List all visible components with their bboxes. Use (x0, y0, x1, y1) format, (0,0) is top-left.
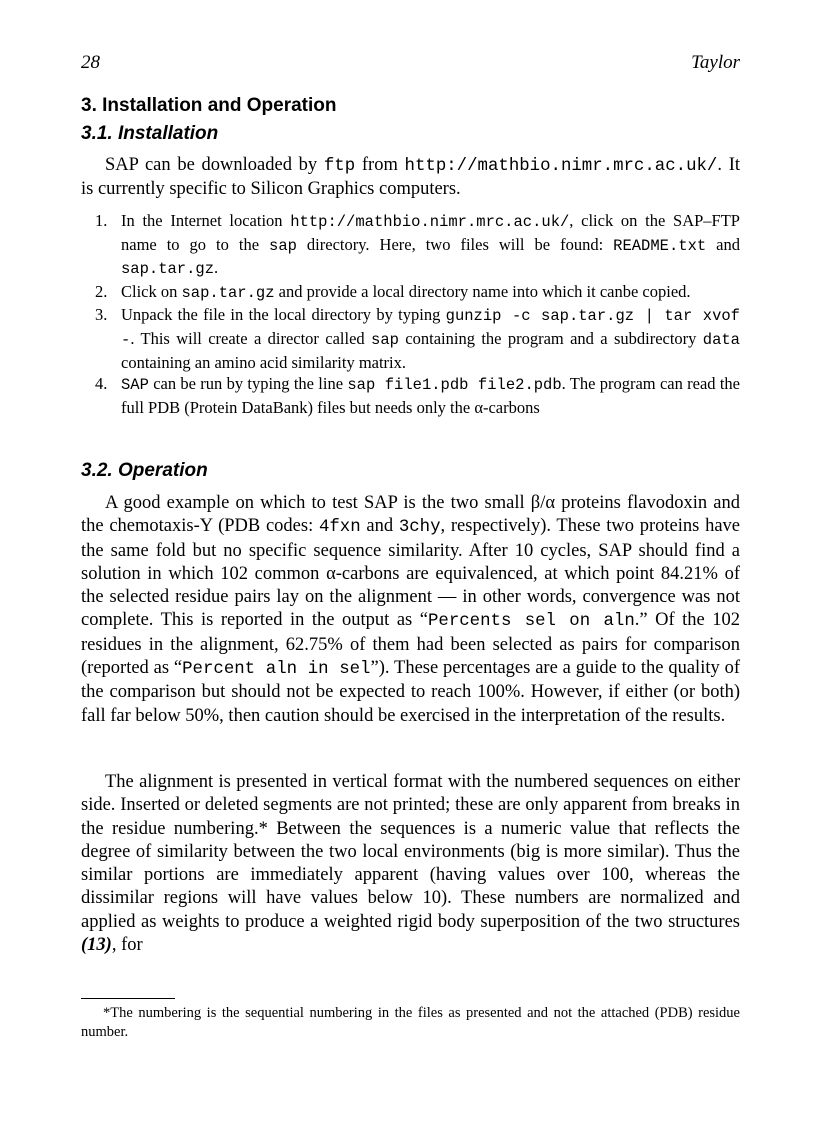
text-run: . (214, 258, 219, 278)
text-run: . The program can read the full PDB (Protein DataBank) files but needs only the α-carbons (121, 374, 740, 417)
step-text (121, 305, 740, 371)
text-run: In the Internet location (121, 211, 291, 230)
text-run: .” Of the 102 residues in the alignment, 62.75% of them had been selected as pairs for comparison (reported as “ (81, 610, 740, 679)
step-item (81, 373, 740, 418)
text-run: Click on (121, 281, 182, 301)
text-run: containing an amino acid similarity matrix. (121, 352, 407, 372)
operation-paragraph-2-text (81, 772, 740, 955)
step-text (121, 374, 740, 417)
code-text: SAP (121, 376, 149, 395)
code-text: http://mathbio.nimr.mrc.ac.uk/ (290, 213, 570, 231)
code-text: sap.tar.gz (121, 260, 215, 279)
citation-ref: (13) (81, 935, 112, 956)
text-run: . This will create a director called (130, 328, 372, 348)
code-text: data (702, 330, 740, 349)
step-item (81, 304, 740, 373)
text-run: directory. Here, two files will be found: (296, 234, 614, 254)
subsection-heading-installation: 3.1. Installation (81, 123, 219, 144)
operation-paragraph-2 (81, 771, 740, 957)
step-number: 4. (95, 374, 108, 394)
text-run: SAP can be downloaded by (105, 155, 324, 175)
text-run: Unpack the file in the local directory by typing (121, 305, 446, 325)
running-header (81, 52, 740, 76)
text-run: and provide a local directory name into which it canbe copied. (274, 281, 691, 301)
operation-paragraph-1-text (81, 493, 740, 726)
code-text: ftp (323, 157, 356, 176)
step-number: 2. (95, 281, 108, 301)
footnote-rule (81, 998, 175, 999)
text-run: , for (111, 935, 143, 956)
page-number: 28 (81, 52, 100, 73)
text-run: , respectively). These two proteins have the same fold but no specific sequence similarity. After 10 cycles, SAP should find a solution in which 102 common α-carbons are equivalenced, at which point 84.21% of the selected residue pairs lay on the alignment — in other words, convergence was not complete. This is reported in the output as “ (81, 516, 740, 631)
text-run: , click on the SAP–FTP name to go to the (121, 211, 740, 254)
step-item (81, 281, 740, 305)
step-item (81, 210, 740, 281)
code-text: sap file1.pdb file2.pdb (347, 376, 562, 395)
code-text: sap (371, 330, 399, 349)
code-text: 3chy (398, 518, 441, 538)
code-text: gunzip -c sap.tar.gz | tar xvof - (121, 307, 740, 349)
code-text: 4fxn (318, 518, 361, 538)
code-text: sap.tar.gz (181, 283, 275, 302)
section-heading: 3. Installation and Operation (81, 95, 337, 116)
code-text: sap (269, 236, 297, 255)
text-run: and (360, 516, 399, 537)
installation-paragraph (81, 154, 740, 202)
installation-paragraph-text (81, 155, 740, 199)
text-run: The alignment is presented in vertical format with the numbered sequences on either side. Inserted or deleted segments are not printed; these are only apparent from breaks in the residue numbering.* Between the sequences is a numeric value that reflects the degree of similarity between the two local environments (big is more similar). Thus the similar portions are immediately apparent (having values over 100, whereas the dissimilar regions will have values below 10). These numbers are normalized and applied as weights to produce a weighted rigid body superposition of the two structures (81, 772, 740, 932)
subsection-heading-operation: 3.2. Operation (81, 460, 208, 481)
step-number: 3. (95, 305, 108, 325)
text-run: from (355, 155, 405, 175)
step-text (121, 282, 691, 301)
footnote: *The numbering is the sequential numbering in the files as presented and not the attached (PDB) residue number. (81, 1005, 740, 1040)
text-run: ”). These percentages are a guide to the quality of the comparison but should not be expected to reach 100%. However, if either (or both) fall far below 50%, then caution should be exercised in the interpretation of the results. (81, 658, 740, 726)
code-text: README.txt (613, 236, 707, 255)
running-author: Taylor (691, 52, 740, 73)
step-text (121, 211, 740, 277)
text-run: . It is currently specific to Silicon Graphics computers. (81, 155, 740, 200)
code-text: ac.uk/ (654, 157, 718, 176)
operation-paragraph-1 (81, 492, 740, 728)
step-number: 1. (95, 211, 108, 230)
text-run: containing the program and a subdirectory (398, 328, 703, 348)
code-text: Percents sel on aln (427, 612, 635, 632)
text-run: and (706, 234, 740, 254)
code-text: Percent aln in sel (182, 660, 371, 680)
text-run: can be run by typing the line (148, 374, 348, 394)
code-text: http://mathbio.nimr.mrc. (404, 157, 655, 176)
text-run: A good example on which to test SAP is the two small β/α proteins flavodoxin and the chemotaxis-Y (PDB codes: (81, 493, 740, 537)
installation-steps-list (81, 210, 740, 418)
